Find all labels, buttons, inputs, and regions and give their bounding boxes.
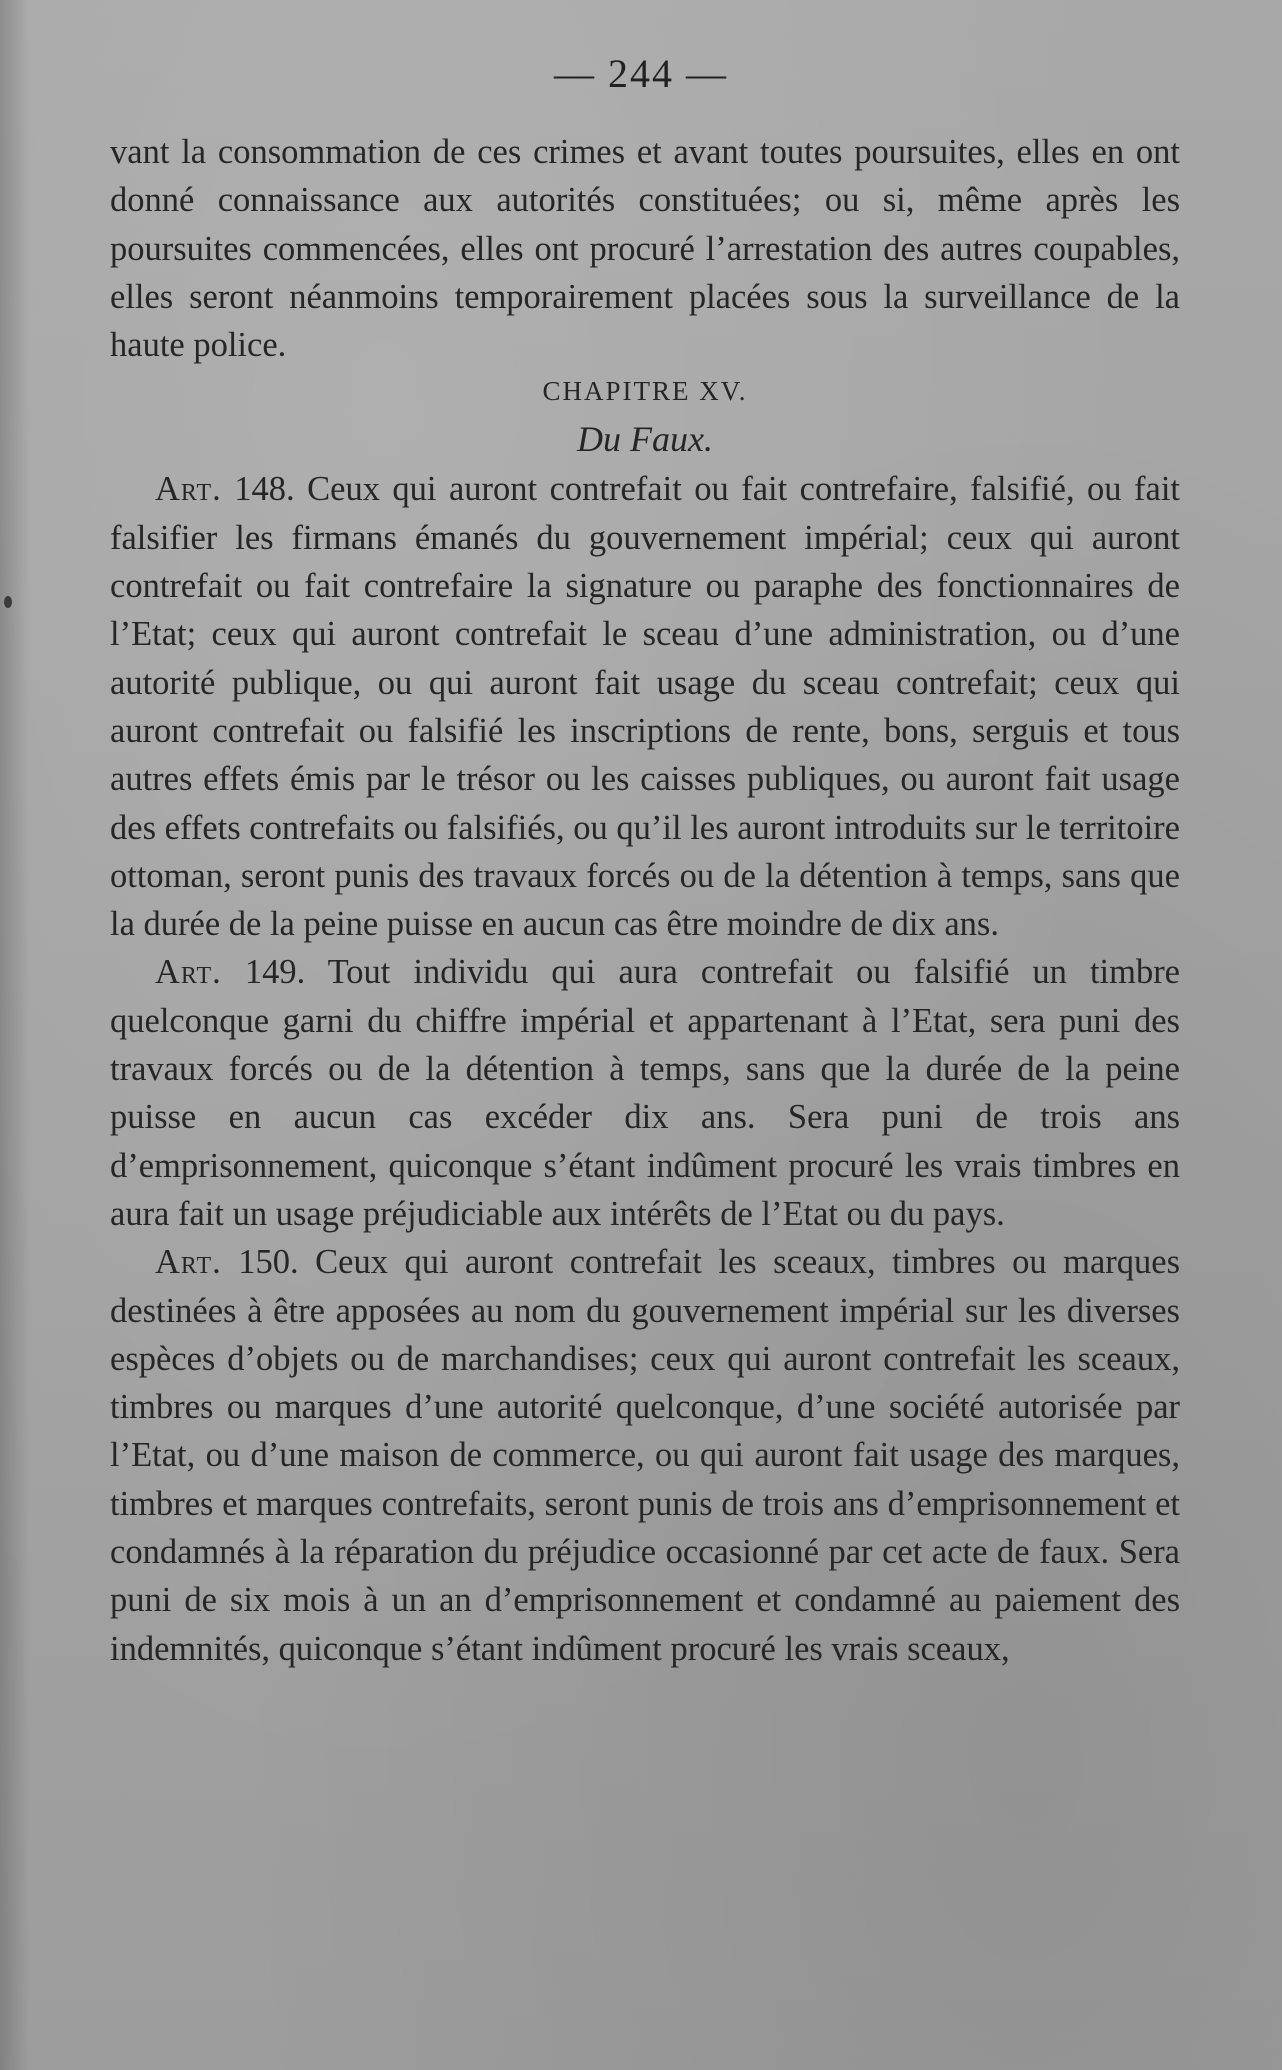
article-149 (110, 948, 1180, 1238)
article-label: Art. (155, 470, 222, 509)
article-label: Art. (155, 953, 222, 992)
text-body (110, 128, 1180, 1673)
chapter-title: Du Faux. (577, 419, 713, 460)
article-text: Tout individu qui aura contrefait ou falsifié un timbre quelconque garni du chiffre impérial et appartenant à l’Etat, sera puni des travaux forcés ou de la détention à temps, sans que la durée de la peine puisse en aucun cas excéder dix ans. Sera puni de trois ans d’emprisonnement, quiconque s’étant indûment procuré les vrais timbres en aura fait un usage préjudiciable aux intérêts de l’Etat ou du pays. (110, 953, 1180, 1233)
margin-ink-mark (4, 596, 12, 608)
article-text: Ceux qui auront contrefait les sceaux, timbres ou marques destinées à être apposées au nom du gouvernement impérial sur les diverses espèces d’objets ou de marchandises; ceux qui auront contrefait les sceaux, timbres ou marques d’une autorité quelconque, d’une société autorisée par l’Etat, ou d’une maison de commerce, ou qui auront fait usage des marques, timbres et marques contrefaits, seront punis de trois ans d’emprisonnement et condamnés à la réparation du préjudice occasionné par cet acte de faux. Sera puni de six mois à un an d’emprisonnement et condamné au paiement des indemnités, quiconque s’étant indûment procuré les vrais sceaux, (110, 1243, 1181, 1668)
article-number: 148. (234, 470, 295, 509)
chapter-heading: CHAPITRE XV. (542, 376, 748, 407)
page-number: — 244 — (554, 51, 728, 96)
article-number: 150. (238, 1243, 299, 1282)
article-text: Ceux qui auront contrefait ou fait contrefaire, falsifié, ou fait falsifier les firmans émanés du gouvernement impérial; ceux qui auront contrefait ou fait contrefaire la signature ou paraphe des fonctionnaires de l’Etat; ceux qui auront contrefait le sceau d’une administration, ou d’une autorité publique, ou qui auront fait usage du sceau contrefait; ceux qui auront contrefait ou falsifié les inscriptions de rente, bons, serguis et tous autres effets émis par le trésor ou les caisses publiques, ou auront fait usage des effets contrefaits ou falsifiés, ou qu’il les auront introduits sur le territoire ottoman, seront punis des travaux forcés ou de la détention à temps, sans que la durée de la peine puisse en aucun cas être moindre de dix ans. (110, 470, 1181, 944)
article-label: Art. (155, 1243, 222, 1282)
article-148 (110, 465, 1180, 948)
article-number: 149. (244, 953, 306, 992)
page-edge-shadow (0, 0, 30, 2070)
continuation-paragraph: vant la consommation de ces crimes et avant toutes poursuites, elles en ont donné connaissance aux autorités constituées; ou si, même après les poursuites commencées, elles ont procuré l’arrestation des autres coupables, elles seront néanmoins temporairement placées sous la surveillance de la haute police. (110, 133, 1180, 365)
article-150 (110, 1238, 1180, 1673)
